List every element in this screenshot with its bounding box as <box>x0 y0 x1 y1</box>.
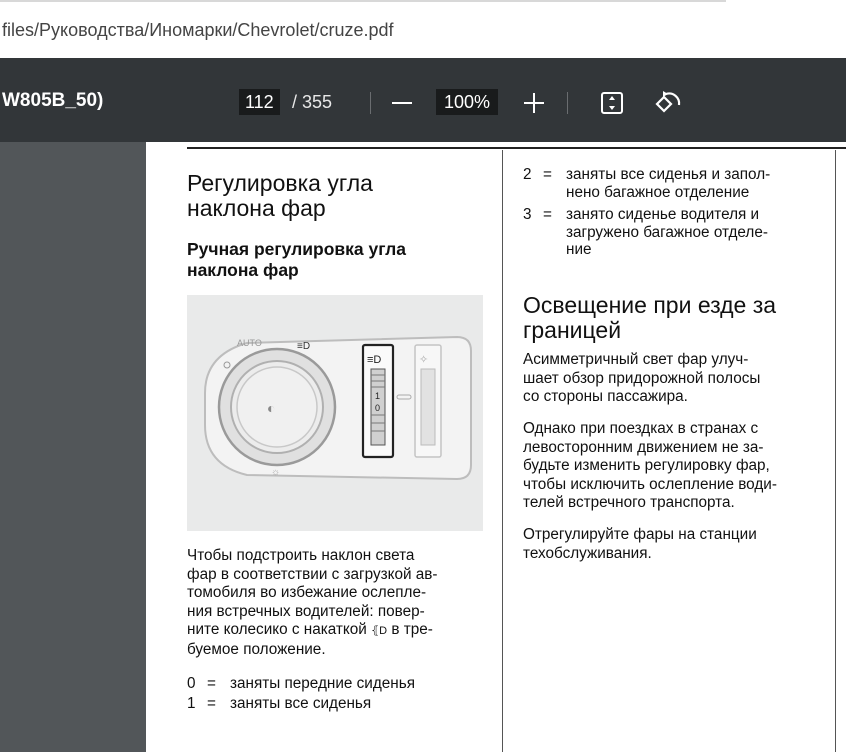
zoom-level-input[interactable]: 100% <box>436 89 498 115</box>
page-rule <box>187 147 846 149</box>
list-item: 3 = занято сиденье водителя и загружено багажное отделе- ние <box>523 206 768 258</box>
list-item: 2 = заняты все сиденья и запол- нено багажное отделение <box>523 166 771 201</box>
paragraph: Отрегулируйте фары на станции техобслуживания. <box>523 526 757 562</box>
headlight-switch-figure <box>187 295 483 531</box>
pdf-page <box>146 142 846 752</box>
auto-label: AUTO <box>237 338 262 348</box>
section-subheading: Ручная регулировка угла наклона фар <box>187 239 406 280</box>
wheel-label-0: 0 <box>375 403 381 413</box>
svg-text:☼: ☼ <box>271 467 281 478</box>
rotate-icon[interactable] <box>653 89 683 117</box>
svg-text:≡D: ≡D <box>367 354 382 366</box>
zoom-in-button[interactable] <box>524 92 544 114</box>
pdf-toolbar <box>0 58 846 142</box>
page-margin-line <box>835 150 836 752</box>
knurled-wheel-symbol-icon: ⦃D <box>371 625 388 637</box>
column-divider <box>502 150 503 752</box>
zoom-out-button[interactable] <box>392 102 412 104</box>
paragraph: Однако при поездках в странах с левосторонним движением не за- будьте изменить регулировку фар, чтобы исключить ослепление води- телей встречного транспорта. <box>523 420 777 511</box>
instruction-paragraph: Чтобы подстроить наклон света фар в соответствии с загрузкой ав- томобиля во избежание ослепле- ния встречных водителей: повер- ните колесико с накаткой ⦃D в тре- буемое положение. <box>187 547 438 658</box>
svg-text:◐: ◐ <box>267 400 276 416</box>
svg-text:≡D: ≡D <box>297 341 311 352</box>
pdf-viewer[interactable] <box>0 142 846 752</box>
address-bar[interactable] <box>0 0 846 58</box>
document-title: W805B_50) <box>2 90 104 111</box>
section-heading: Освещение при езде за границей <box>523 292 777 343</box>
fit-page-icon[interactable] <box>600 91 624 115</box>
list-item: 0 = заняты передние сиденья <box>187 675 415 692</box>
toolbar-separator <box>370 92 371 114</box>
list-item: 1 = заняты все сиденья <box>187 695 372 712</box>
section-heading: Регулировка угла наклона фар <box>187 170 373 221</box>
paragraph: Асимметричный свет фар улуч- шает обзор придорожной полосы со стороны пассажира. <box>523 351 761 405</box>
wheel-label-1: 1 <box>375 391 381 401</box>
page-number-input[interactable]: 112 <box>239 89 280 115</box>
page-total: / 355 <box>292 92 333 112</box>
svg-text:✧: ✧ <box>419 354 429 366</box>
url-text[interactable]: files/Руководства/Иномарки/Chevrolet/cruze.pdf <box>2 20 394 40</box>
toolbar-separator <box>567 92 568 114</box>
tab-strip-line <box>0 0 726 2</box>
